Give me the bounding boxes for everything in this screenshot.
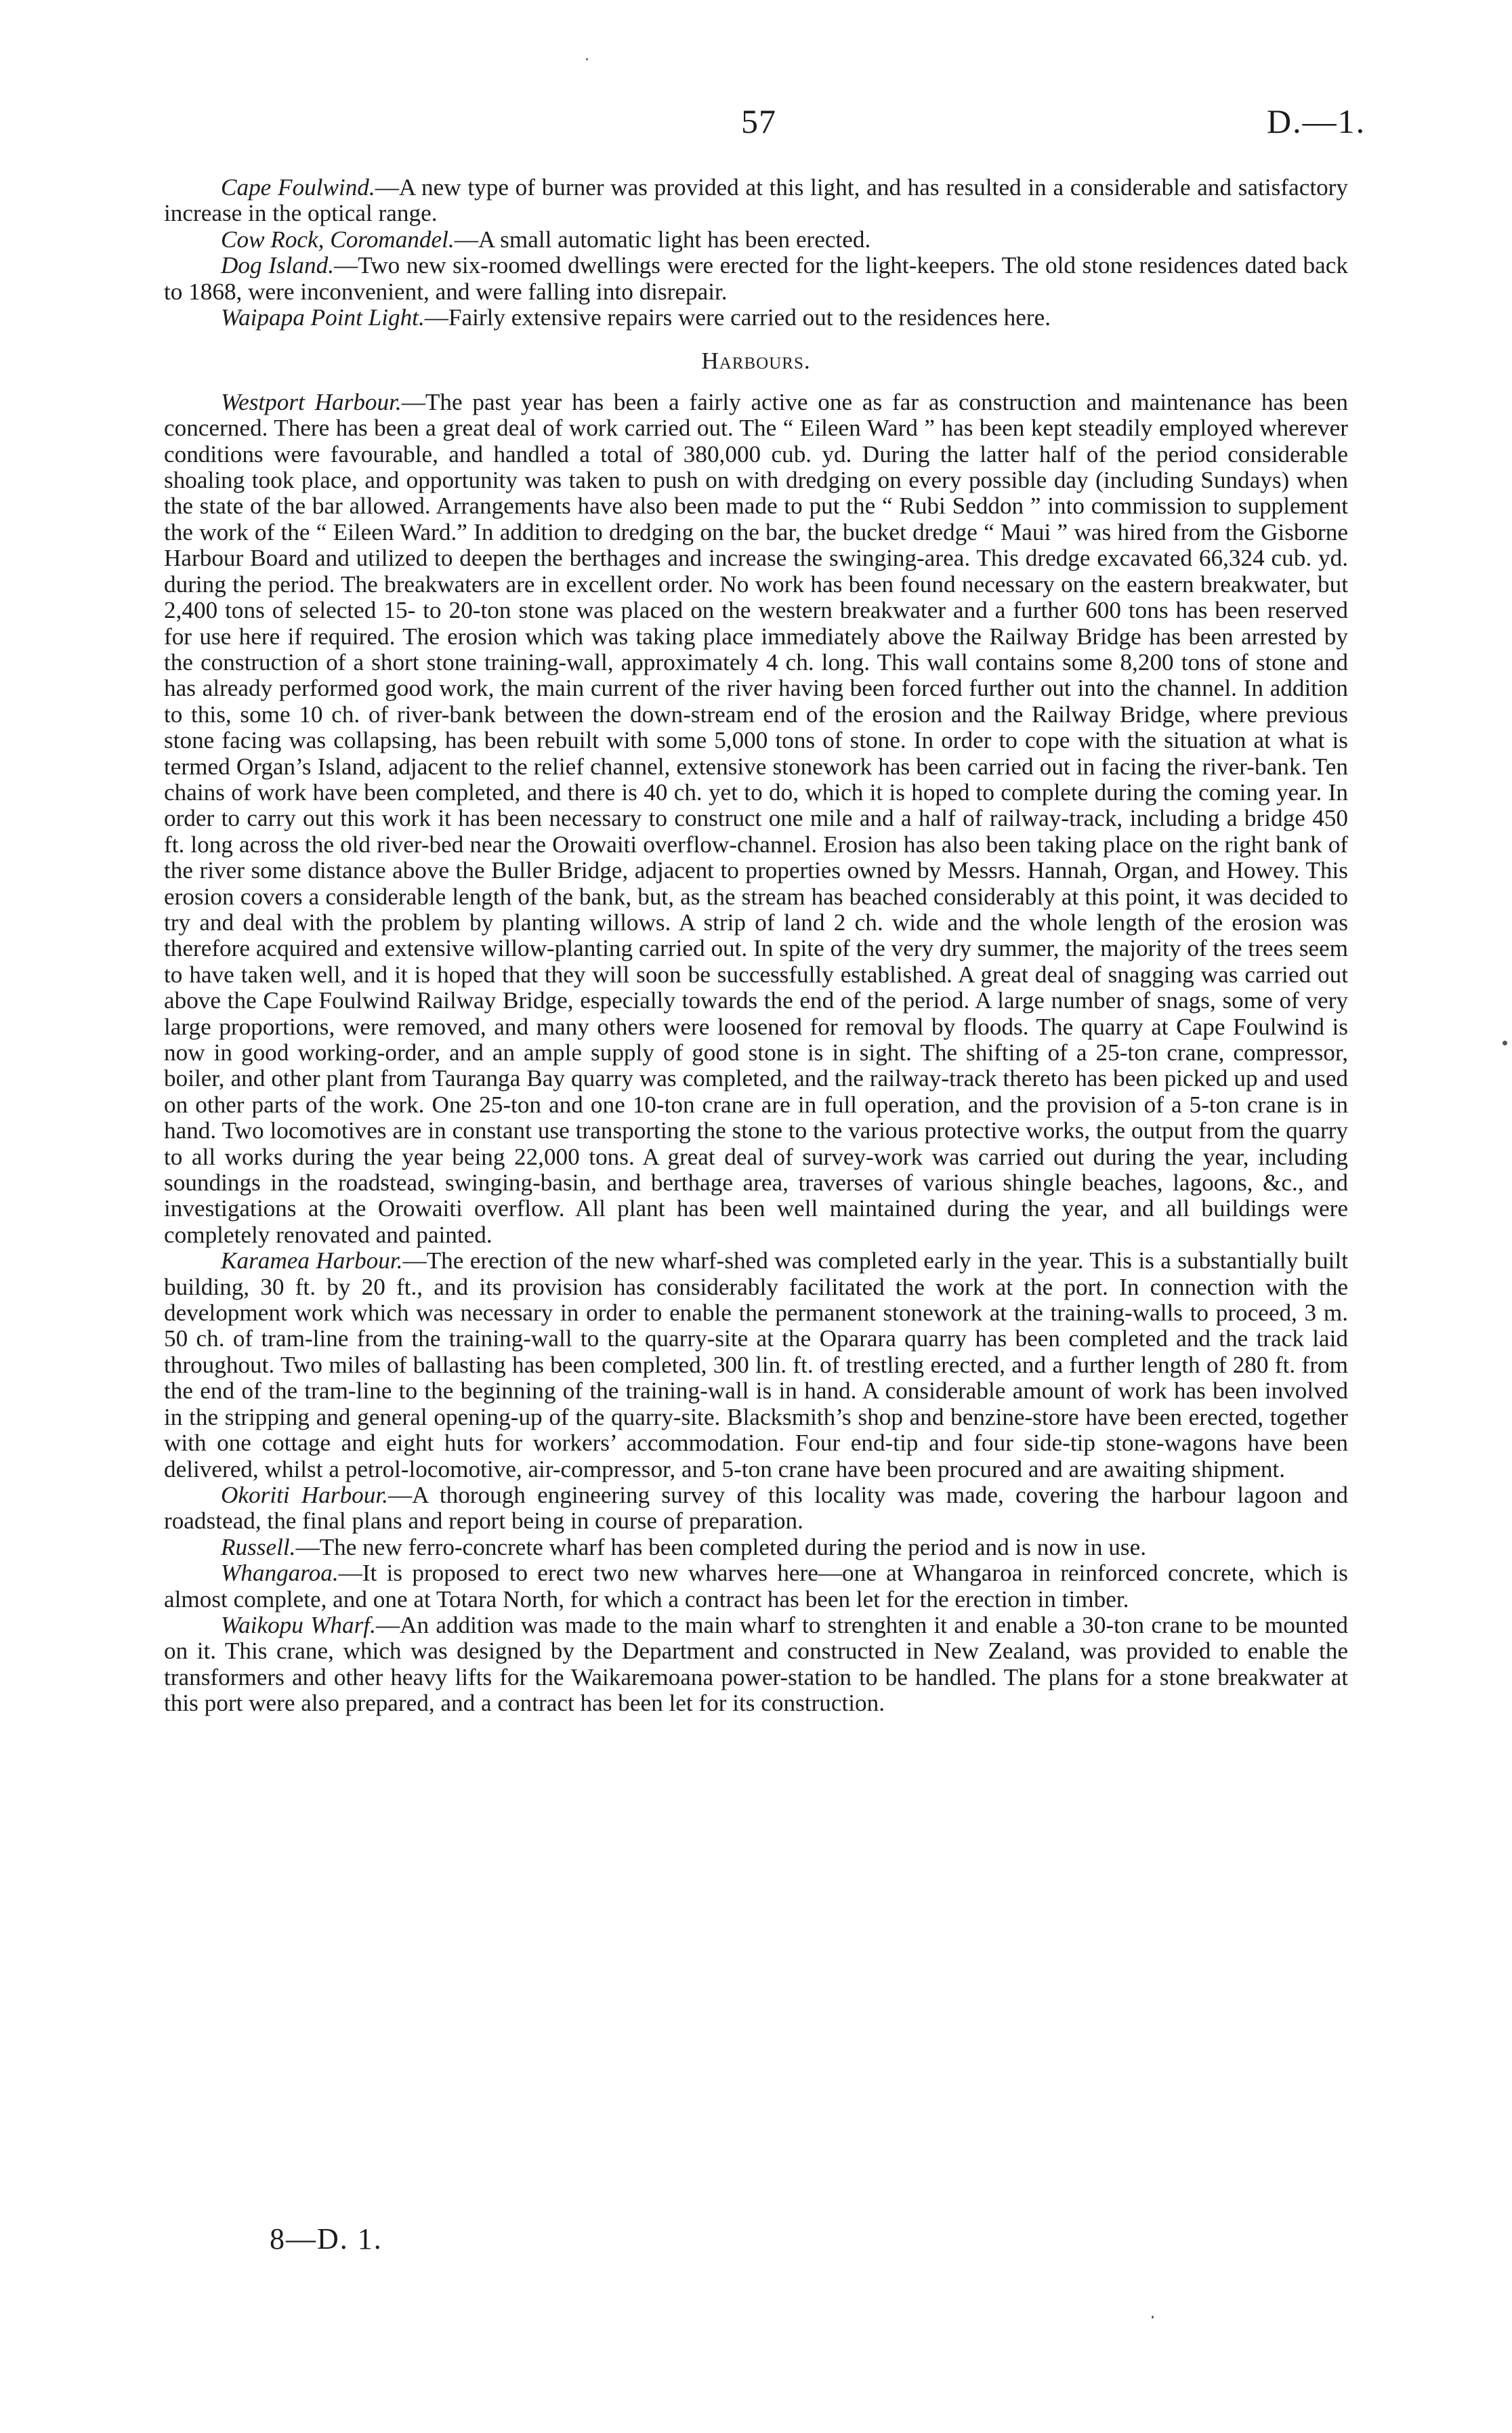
paragraph-text: —An addition was made to the main wharf to strenghten it and enable a 30-ton crane to be mounted on it. This crane, which was designed by the Department and constructed in New Zealand, was provided to enable the transformers and other heavy lifts for the Waikaremoana power-station to be handled. The plans for a stone breakwater at this port were also prepared, and a contract has been let for its construction. bbox=[164, 1611, 1349, 1717]
paragraph-title: Westport Harbour. bbox=[221, 388, 402, 415]
paragraph-whangaroa bbox=[164, 1560, 1348, 1613]
paragraph-cape-foulwind bbox=[164, 175, 1348, 227]
document-reference: D.—1. bbox=[1267, 102, 1366, 140]
paragraph-text: —Fairly extensive repairs were carried out to the residences here. bbox=[424, 304, 1051, 331]
paragraph-text: —The erection of the new wharf-shed was completed early in the year. This is a substantially built building, 30 ft. by 20 ft., and its provision has considerably facilitated the work at the port. In connection with the development work which was necessary in order to enable the permanent stonework at the training-walls to proceed, 3 m. 50 ch. of tram-line from the training-wall to the quarry-site at the Oparara quarry has been completed and the track laid throughout. Two miles of ballasting has been completed, 300 lin. ft. of trestling erected, and a further length of 280 ft. from the end of the tram-line to the beginning of the training-wall is in hand. A considerable amount of work has been involved in the stripping and general opening-up of the quarry-site. Blacksmith’s shop and benzine-store have been erected, together with one cottage and eight huts for workers’ accommodation. Four end-tip and four side-tip stone-wagons have been delivered, whilst a petrol-locomotive, air-compressor, and 5-ton crane have been procured and are awaiting shipment. bbox=[164, 1247, 1349, 1482]
paragraph-okoriti-harbour bbox=[164, 1482, 1348, 1535]
paragraph-title: Cow Rock, Coromandel. bbox=[221, 226, 455, 253]
paragraph-text: —It is proposed to erect two new wharves here—one at Whangaroa in reinforced concrete, which is almost complete, and one at Totara North, for which a contract has been let for the erection in timber. bbox=[164, 1560, 1348, 1613]
scan-speck bbox=[586, 58, 588, 60]
paragraph-text: —A small automatic light has been erected. bbox=[454, 226, 871, 253]
paragraph-dog-island bbox=[164, 253, 1348, 305]
paragraph-title: Russell. bbox=[221, 1533, 296, 1560]
paragraph-title: Waikopu Wharf. bbox=[221, 1611, 376, 1638]
scan-speck bbox=[1503, 1041, 1507, 1045]
paragraph-text: —The new ferro-concrete wharf has been completed during the period and is now in use. bbox=[295, 1533, 1147, 1560]
paragraph-text: —The past year has been a fairly active one as far as construction and maintenance has been concerned. There has been a great deal of work carried out. The “ Eileen Ward ” has been kept steadily employed wherever conditions were favourable, and handled a total of 380,000 cub. yd. During the latter half of the period considerable shoaling took place, and opportunity was taken to push on with dredging on every possible day (including Sundays) when the state of the bar allowed. Arrangements have also been made to put the “ Rubi Seddon ” into commission to supplement the work of the “ Eileen Ward.” In addition to dredging on the bar, the bucket dredge “ Maui ” was hired from the Gisborne Harbour Board and utilized to deepen the berthages and increase the swinging-area. This dredge excavated 66,324 cub. yd. during the period. The breakwaters are in excellent order. No work has been found necessary on the eastern breakwater, but 2,400 tons of selected 15- to 20-ton stone was placed on the western breakwater and a further 600 tons has been reserved for use here if required. The erosion which was taking place immediately above the Railway Bridge has been arrested by the construction of a short stone training-wall, approximately 4 ch. long. This wall contains some 8,200 tons of stone and has already performed good work, the main current of the river having been forced further out into the channel. In addition to this, some 10 ch. of river-bank between the down-stream end of the erosion and the Railway Bridge, where previous stone facing was collapsing, has been rebuilt with some 5,000 tons of stone. In order to cope with the situation at what is termed Organ’s Island, adjacent to the relief channel, extensive stonework has been carried out in facing the river-bank. Ten chains of work have been completed, and there is 40 ch. yet to do, which it is hoped to complete during the coming year. In order to carry out this work it has been necessary to construct one mile and a half of railway-track, including a bridge 450 ft. long across the old river-bed near the Orowaiti overflow-channel. Erosion has also been taking place on the right bank of the river some distance above the Buller Bridge, adjacent to properties owned by Messrs. Hannah, Organ, and Howey. This erosion covers a considerable length of the bank, but, as the stream has beached considerably at this point, it was decided to try and deal with the problem by planting willows. A strip of land 2 ch. wide and the whole length of the erosion was therefore acquired and extensive willow-planting carried out. In spite of the very dry summer, the majority of the trees seem to have taken well, and it is hoped that they will soon be successfully established. A great deal of snagging was carried out above the Cape Foulwind Railway Bridge, especially towards the end of the period. A large number of snags, some of very large proportions, were removed, and many others were loosened for removal by floods. The quarry at Cape Foulwind is now in good working-order, and an ample supply of good stone is in sight. The shifting of a 25-ton crane, compressor, boiler, and other plant from Tauranga Bay quarry was completed, and the railway-track thereto has been picked up and used on other parts of the work. One 25-ton and one 10-ton crane are in full operation, and the provision of a 5-ton crane is in hand. Two locomotives are in constant use transporting the stone to the various protective works, the output from the quarry to all works during the year being 22,000 tons. A great deal of survey-work was carried out during the year, including soundings in the roadstead, swinging-basin, and berthage area, traverses of various shingle beaches, lagoons, &c., and investigations at the Orowaiti overflow. All plant has been well maintained during the year, and all buildings were completely renovated and painted. bbox=[164, 388, 1348, 1248]
paragraph-title: Waipapa Point Light. bbox=[221, 304, 425, 331]
paragraph-text: —A thorough engineering survey of this locality was made, covering the harbour lagoon and roadstead, the final plans and report being in course of preparation. bbox=[164, 1481, 1348, 1535]
sheet-signature: 8—D. 1. bbox=[270, 2222, 383, 2255]
scan-speck bbox=[1152, 2316, 1154, 2318]
paragraph-karamea-harbour bbox=[164, 1248, 1348, 1482]
paragraph-title: Whangaroa. bbox=[221, 1560, 339, 1587]
section-heading-harbours: Harbours. bbox=[701, 348, 811, 375]
page-body bbox=[164, 175, 1348, 1717]
paragraph-title: Karamea Harbour. bbox=[221, 1247, 403, 1274]
paragraph-cow-rock bbox=[164, 227, 1348, 253]
paragraph-waikopu-wharf bbox=[164, 1613, 1348, 1717]
page-number: 57 bbox=[741, 102, 776, 140]
paragraph-waipapa-point bbox=[164, 305, 1348, 331]
paragraph-text: —Two new six-roomed dwellings were erected for the light-keepers. The old stone residences dated back to 1868, were inconvenient, and were falling into disrepair. bbox=[164, 252, 1348, 305]
paragraph-title: Dog Island. bbox=[221, 252, 335, 279]
paragraph-westport-harbour bbox=[164, 390, 1348, 1248]
paragraph-text: —A new type of burner was provided at this light, and has resulted in a considerable and satisfactory increase in the optical range. bbox=[164, 174, 1348, 227]
paragraph-russell bbox=[164, 1535, 1348, 1560]
paragraph-title: Cape Foulwind. bbox=[221, 174, 375, 201]
paragraph-title: Okoriti Harbour. bbox=[221, 1481, 388, 1508]
